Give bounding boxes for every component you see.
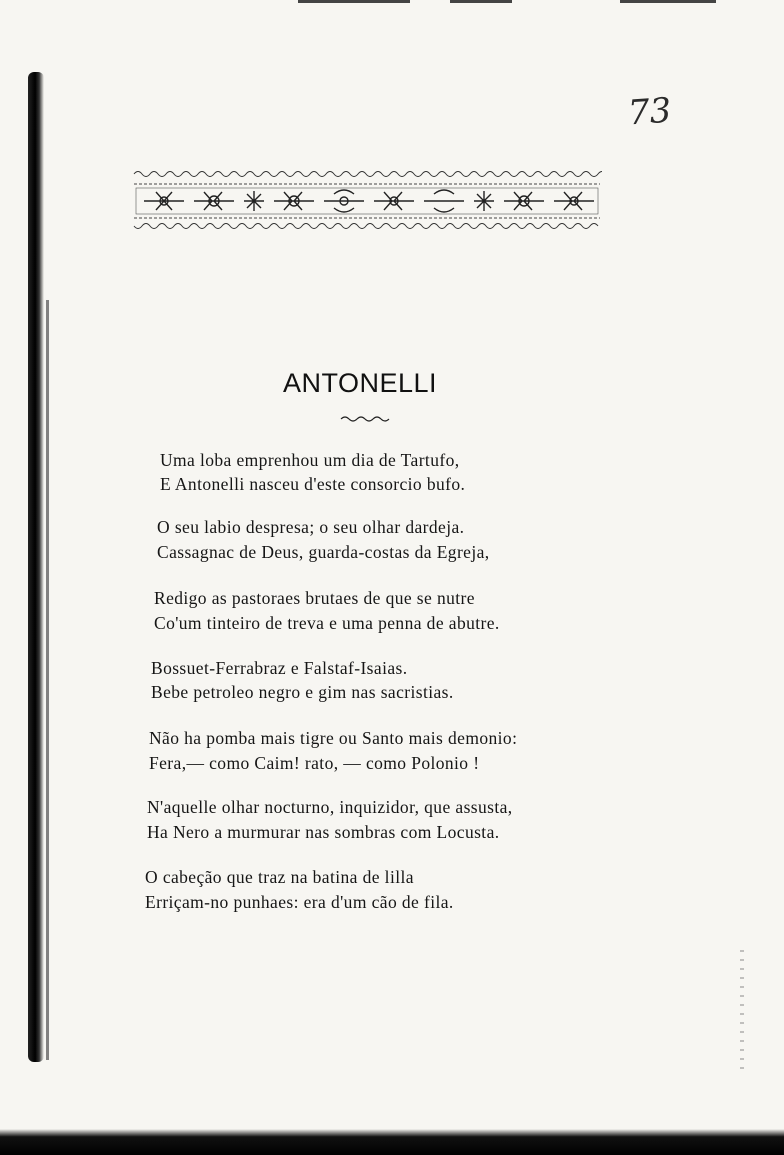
poem-line: E Antonelli nasceu d'este consorcio bufo. [160, 474, 466, 494]
page-number: 73 [626, 90, 673, 134]
scan-top-rule-right [620, 0, 716, 3]
decorative-header-ornament [132, 166, 602, 232]
scan-top-rule-mid [450, 0, 512, 3]
scan-right-speckles [740, 950, 744, 1070]
poem-line: Bebe petroleo negro e gim nas sacristias. [151, 682, 454, 702]
poem-title-text: ANTONELLI [282, 368, 438, 398]
poem-line: Co'um tinteiro de treva e uma penna de abutre. [154, 613, 500, 633]
poem-line: Erriçam-no punhaes: era d'um cão de fila. [145, 892, 454, 912]
title-underline-flourish [340, 414, 394, 424]
poem-line: O cabeção que traz na batina de lilla [145, 867, 414, 887]
scan-top-rule-left [298, 0, 410, 3]
poem-title [0, 368, 720, 399]
poem-line: Ha Nero a murmurar nas sombras com Locusta. [147, 822, 500, 842]
poem-line: Fera,— como Caim! rato, — como Polonio ! [149, 753, 480, 773]
poem-line: Não ha pomba mais tigre ou Santo mais demonio: [149, 728, 518, 748]
poem-line: Uma loba emprenhou um dia de Tartufo, [160, 450, 460, 470]
poem-line: O seu labio despresa; o seu olhar dardeja. [157, 517, 465, 537]
scan-left-edge [28, 72, 44, 1062]
poem-line: Bossuet-Ferrabraz e Falstaf-Isaias. [151, 658, 408, 678]
scan-left-edge-shadow [46, 300, 49, 1060]
scan-bottom-edge [0, 1129, 784, 1155]
poem-line: Redigo as pastoraes brutaes de que se nutre [154, 588, 475, 608]
poem-line: Cassagnac de Deus, guarda-costas da Egreja, [157, 542, 490, 562]
poem-line: N'aquelle olhar nocturno, inquizidor, que assusta, [147, 797, 513, 817]
